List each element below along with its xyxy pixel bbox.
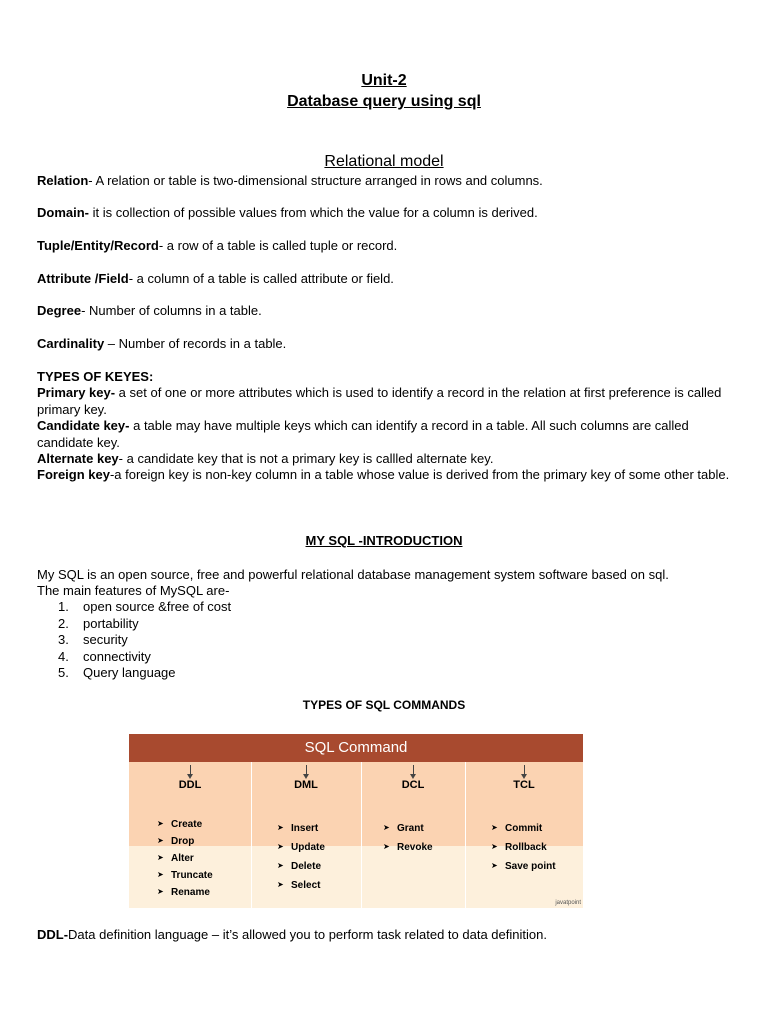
- ddl-term: DDL-: [37, 927, 69, 942]
- list-text: connectivity: [83, 648, 151, 664]
- list-item: [58, 632, 231, 649]
- diagram-title: SQL Command: [129, 734, 583, 762]
- definition-tuple: [37, 238, 737, 255]
- diagram-column-tcl: [465, 762, 584, 908]
- definition-text: - a column of a table is called attribute or field.: [128, 271, 394, 286]
- diagram-item-list: [277, 823, 325, 899]
- key-text: a table may have multiple keys which can identify a record in a table. All such columns are called candidate key.: [37, 418, 689, 450]
- key-alternate: [37, 451, 737, 468]
- definition-text: - a row of a table is called tuple or record.: [158, 238, 398, 253]
- diagram-category-label: DML: [294, 779, 318, 791]
- list-item: ➤ Truncate: [157, 870, 213, 887]
- list-item: ➤ Alter: [157, 853, 213, 870]
- diagram-category-label: DCL: [401, 779, 425, 791]
- definition-term: Cardinality: [37, 336, 105, 351]
- diagram-category-label: TCL: [513, 779, 535, 791]
- list-item: ➤ Update: [277, 842, 325, 861]
- sql-command-diagram: [129, 734, 583, 908]
- mysql-heading: MY SQL -INTRODUCTION: [305, 533, 463, 548]
- list-item: ➤ Delete: [277, 861, 325, 880]
- diagram-item-list: [157, 819, 213, 904]
- mysql-intro: My SQL is an open source, free and powerful relational database management system software based on sql.: [37, 567, 669, 582]
- key-term: Candidate key-: [37, 418, 130, 433]
- key-term: Primary key-: [37, 385, 116, 400]
- definition-text: - Number of columns in a table.: [81, 303, 262, 318]
- key-term: Alternate key: [37, 451, 119, 466]
- list-text: open source &free of cost: [83, 599, 232, 614]
- mysql-features-intro: The main features of MySQL are-: [37, 583, 230, 598]
- diagram-item-list: [491, 823, 556, 880]
- list-text: security: [83, 632, 128, 647]
- definition-term: Degree: [37, 303, 82, 318]
- definition-cardinality: [37, 336, 737, 353]
- diagram-column-dcl: [361, 762, 466, 908]
- list-item: ➤ Drop: [157, 836, 213, 853]
- list-item: ➤ Rename: [157, 887, 213, 904]
- relational-model-heading: Relational model: [324, 153, 444, 170]
- list-item: ➤ Grant: [383, 823, 433, 842]
- definition-term: Domain-: [37, 205, 89, 220]
- definition-term: Relation: [37, 173, 89, 188]
- list-number: 5.: [58, 665, 69, 680]
- diagram-column-ddl: [129, 762, 252, 908]
- key-text: - a candidate key that is not a primary key is callled alternate key.: [118, 451, 494, 466]
- definition-text: – Number of records in a table.: [104, 336, 287, 351]
- list-item: ➤ Commit: [491, 823, 556, 842]
- key-term: Foreign key: [37, 467, 110, 482]
- list-item: [58, 665, 231, 682]
- key-candidate: [37, 418, 737, 451]
- list-number: 1.: [58, 599, 69, 614]
- unit-title: Unit-2: [361, 72, 407, 89]
- list-item: ➤ Create: [157, 819, 213, 836]
- diagram-category-label: DDL: [178, 779, 202, 791]
- list-number: 4.: [58, 648, 69, 664]
- ddl-text: Data definition language – it’s allowed you to perform task related to data definition.: [68, 927, 547, 942]
- key-primary: [37, 385, 737, 418]
- list-item: ➤ Save point: [491, 861, 556, 880]
- down-arrow-icon: [306, 765, 307, 775]
- list-item: [58, 599, 231, 616]
- down-arrow-icon: [190, 765, 191, 775]
- down-arrow-icon: [524, 765, 525, 775]
- diagram-item-list: [383, 823, 433, 861]
- list-item: ➤ Rollback: [491, 842, 556, 861]
- definition-term: Tuple/Entity/Record: [37, 238, 159, 253]
- list-item: [58, 616, 231, 633]
- list-item: [58, 649, 231, 666]
- sql-commands-heading: TYPES OF SQL COMMANDS: [302, 698, 466, 712]
- list-text: Query language: [83, 665, 176, 680]
- keys-heading: [37, 369, 737, 386]
- list-text: portability: [83, 615, 139, 631]
- down-arrow-icon: [413, 765, 414, 775]
- definition-domain: [37, 205, 737, 222]
- list-item: ➤ Revoke: [383, 842, 433, 861]
- list-item: ➤ Select: [277, 880, 325, 899]
- keys-heading-text: TYPES OF KEYES:: [37, 369, 154, 384]
- definition-text: it is collection of possible values from which the value for a column is derived.: [89, 205, 538, 220]
- ddl-definition: [37, 927, 737, 944]
- definition-degree: [37, 303, 737, 320]
- list-item: ➤ Insert: [277, 823, 325, 842]
- definition-attribute: [37, 271, 737, 288]
- mysql-features-list: [58, 599, 231, 682]
- document-subtitle: Database query using sql: [287, 93, 481, 110]
- list-number: 2.: [58, 615, 69, 631]
- key-foreign: [37, 467, 737, 484]
- definition-term: Attribute /Field: [37, 271, 129, 286]
- definition-text: - A relation or table is two-dimensional structure arranged in rows and columns.: [88, 173, 543, 188]
- key-text: a set of one or more attributes which is used to identify a record in the relation at first preference is called primary key.: [37, 385, 722, 417]
- diagram-column-dml: [251, 762, 362, 908]
- definition-relation: [37, 173, 737, 190]
- watermark-logo: javatpoint: [555, 900, 581, 906]
- list-number: 3.: [58, 632, 69, 647]
- key-text: -a foreign key is non-key column in a table whose value is derived from the primary key of some other table.: [109, 467, 730, 482]
